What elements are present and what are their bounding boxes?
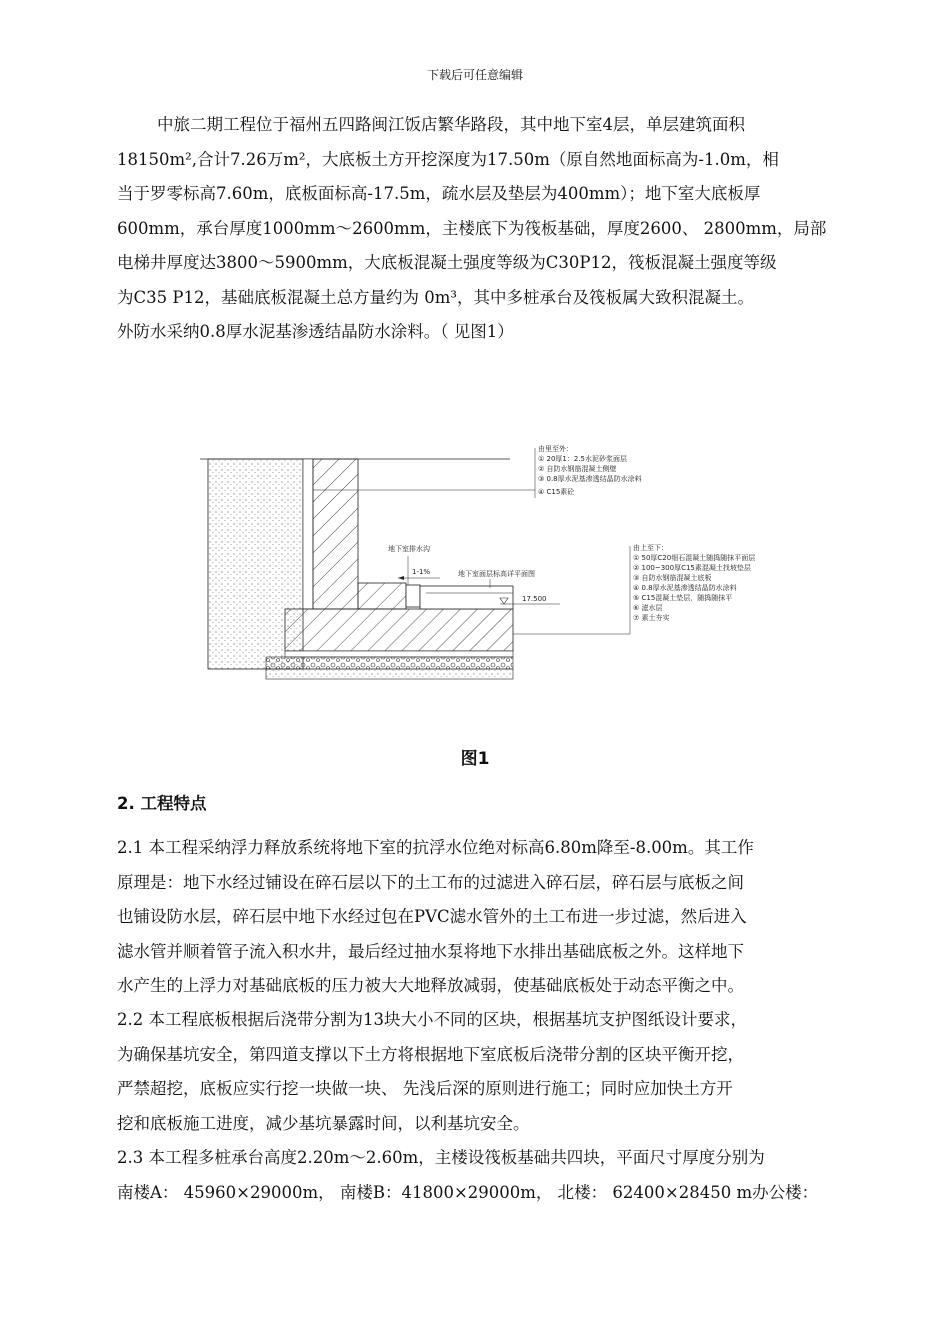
- paragraph-line: 原理是：地下水经过铺设在碎石层以下的土工布的过滤进入碎石层，碎石层与底板之间: [117, 872, 744, 892]
- slab-note: ⑤ C15混凝土垫层，随捣随抹平: [633, 594, 733, 602]
- intro-paragraph: [117, 108, 852, 350]
- page-header: 下载后可任意编辑: [426, 68, 523, 82]
- intro-line: 600mm，承台厚度1000mm～2600mm，主楼底下为筏板基础，厚度2600、 2800mm，局部: [117, 218, 827, 238]
- section-paragraph-3: [117, 1141, 852, 1210]
- paragraph-line: 2.3 本工程多桩承台高度2.20m～2.60m，主楼设筏板基础共四块，平面尺寸厚度分别为: [117, 1148, 765, 1167]
- wall-note: ① 20厚1：2.5水泥砂浆面层: [538, 455, 627, 463]
- elevation-label: 17.500: [522, 595, 547, 603]
- filter-layer: [266, 657, 513, 669]
- slab-notes-title: 由上至下：: [633, 544, 668, 552]
- waterproofing-section-drawing: [190, 438, 756, 713]
- c15-cushion: [285, 651, 513, 657]
- wall-note: ② 自防水钢筋混凝土侧壁: [538, 465, 617, 473]
- paragraph-line: 水产生的上浮力对基础底板的压力被大大地释放减弱，使基础底板处于动态平衡之中。: [117, 976, 744, 995]
- paragraph-line: 挖和底板施工进度，减少基坑暴露时间，以利基坑安全。: [117, 1113, 530, 1133]
- drain-label: 地下室排水沟: [388, 545, 430, 553]
- section-heading: 2. 工程特点: [117, 794, 207, 813]
- intro-line: 为C35 P12，基础底板混凝土总方量约为 0m³，其中多桩承台及筏板属大致积混凝土。: [117, 287, 754, 307]
- paragraph-line: 2.1 本工程采纳浮力释放系统将地下室的抗浮水位绝对标高6.80m降至-8.00m。其工作: [117, 838, 754, 857]
- paragraph-line: 南楼A： 45960×29000m， 南楼B：41800×29000m， 北楼： 62400×28450 m办公楼：: [117, 1182, 819, 1202]
- slab-note: ⑥ 滤水层: [633, 604, 663, 612]
- figure-caption: 图1: [460, 749, 490, 769]
- slab-step: [358, 583, 406, 609]
- section-paragraph-2: [117, 1003, 852, 1141]
- slab-note: ② 100~300厚C15素混凝土找坡垫层: [633, 564, 751, 572]
- slab-note: ③ 自防水钢筋混凝土底板: [633, 574, 712, 582]
- slab-note: ④ 0.8厚水泥基渗透结晶防水涂料: [633, 584, 737, 592]
- slab-note: ⑦ 素土夯实: [633, 614, 670, 622]
- slab-note: ① 50厚C20细石混凝土随捣随抹平面层: [633, 554, 756, 562]
- paragraph-line: 严禁超挖，底板应实行挖一块做一块、 先浅后深的原则进行施工；同时应加快土方开: [117, 1079, 733, 1098]
- wall-notes-title: 由里至外：: [538, 445, 573, 453]
- concrete-wall: [313, 459, 358, 609]
- paragraph-line: 滤水管并顺着管子流入积水井，最后经过抽水泵将地下水排出基础底板之外。这样地下: [117, 941, 744, 961]
- drain-channel: [406, 585, 420, 607]
- intro-line: 中旅二期工程位于福州五四路闽江饭店繁华路段，其中地下室4层，单层建筑面积: [157, 115, 745, 134]
- intro-line: 当于罗零标高7.60m，底板面标高-17.5m，疏水层及垫层为400mm）；地下室大底板厚: [117, 184, 761, 203]
- wall-note: ④ C15素砼: [538, 488, 575, 496]
- intro-line: 18150m²,合计7.26万m²，大底板土方开挖深度为17.50m（原自然地面标高为-1.0m，相: [117, 149, 779, 169]
- paragraph-line: 为确保基坑安全，第四道支撑以下土方将根据地下室底板后浇带分割的区块平衡开挖，: [117, 1044, 744, 1064]
- paragraph-line: 也铺设防水层，碎石层中地下水经过包在PVC滤水管外的土工布进一步过滤，然后进入: [117, 907, 747, 926]
- floor-level-label: 地下室面层标高详平面图: [458, 570, 535, 578]
- c15-strip: [303, 459, 313, 609]
- paragraph-line: 2.2 本工程底板根据后浇带分割为13块大小不同的区块，根据基坑支护图纸设计要求，: [117, 1010, 747, 1029]
- slope-label: 1-1%: [412, 568, 431, 576]
- wall-note: ③ 0.8厚水泥基渗透结晶防水涂料: [538, 475, 642, 483]
- screed-layer: [420, 586, 513, 609]
- compacted-soil: [266, 669, 513, 679]
- section-paragraph-1: [117, 831, 852, 1004]
- intro-line: 电梯井厚度达3800～5900mm，大底板混凝土强度等级为C30P12，筏板混凝土强度等级: [117, 253, 777, 272]
- bottom-slab: [285, 609, 513, 651]
- intro-line: 外防水采纳0.8厚水泥基渗透结晶防水涂料。（ 见图1）: [117, 322, 514, 341]
